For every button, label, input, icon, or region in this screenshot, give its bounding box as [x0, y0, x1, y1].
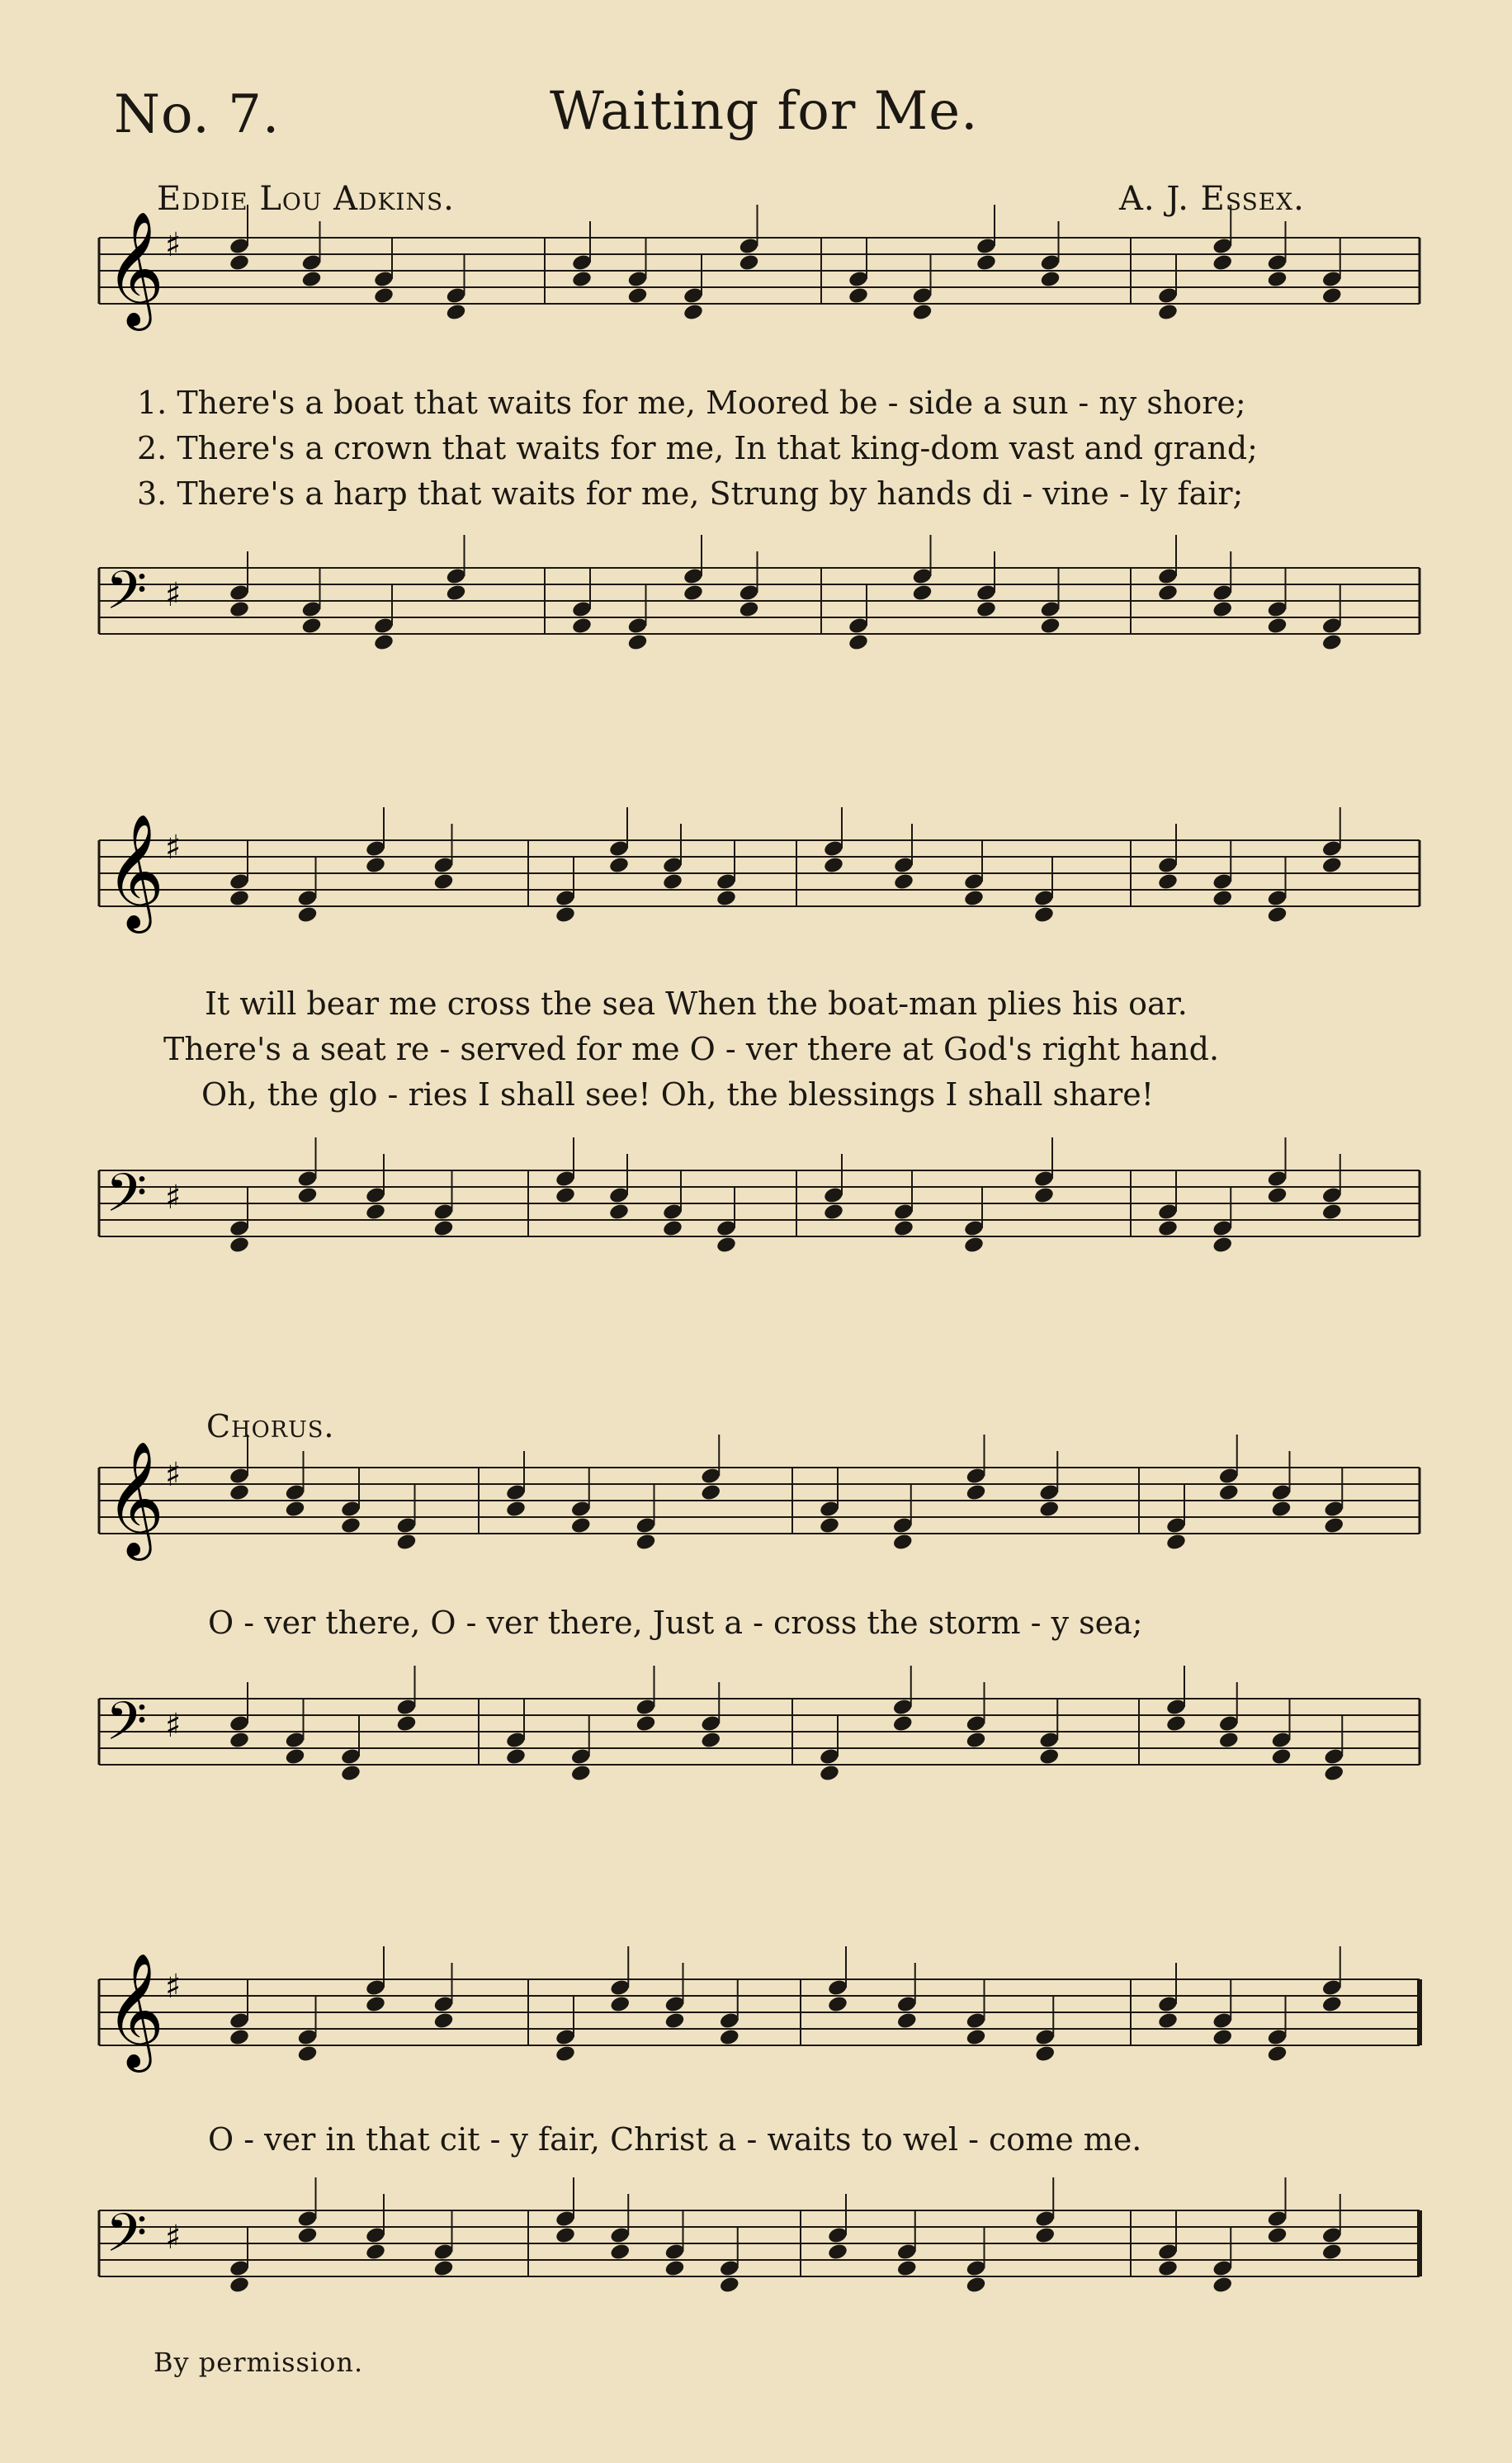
notehead [373, 286, 395, 305]
notehead [445, 303, 466, 322]
notehead [1039, 617, 1061, 636]
notehead [1266, 270, 1288, 289]
notehead [1323, 1764, 1344, 1783]
notehead [296, 2045, 318, 2064]
notehead [1039, 270, 1061, 289]
bass-clef-icon: 𝄢 [106, 560, 148, 635]
notehead [432, 2259, 454, 2278]
notehead [229, 1236, 250, 1255]
notehead [1218, 1483, 1240, 1502]
notehead [229, 1483, 250, 1502]
notehead [1033, 905, 1055, 924]
notehead [1266, 2045, 1288, 2064]
notehead [738, 253, 759, 272]
notehead [365, 2243, 386, 2262]
notehead [893, 872, 914, 891]
notehead [1212, 1236, 1233, 1255]
system-3-treble-staff [0, 1441, 1512, 1560]
notehead [609, 1995, 631, 2014]
system-1-verse-3: 3. There's a harp that waits for me, Strung by hands di - vine - ly fair; [137, 475, 1244, 512]
notehead [1034, 2226, 1056, 2245]
notehead [1321, 856, 1343, 875]
notehead [296, 905, 318, 924]
notehead [432, 872, 454, 891]
hymn-title: Waiting for Me. [550, 81, 979, 142]
notehead [911, 584, 933, 603]
notehead [505, 1500, 527, 1519]
notehead [1323, 1516, 1344, 1535]
sharp-icon: ♯ [165, 1179, 182, 1217]
notehead [823, 856, 844, 875]
notehead [1033, 1186, 1055, 1205]
notehead [896, 2259, 918, 2278]
notehead [229, 253, 250, 272]
notehead [1321, 286, 1343, 305]
permission-footer: By permission. [154, 2347, 364, 2378]
notehead [893, 1219, 914, 1238]
notehead [965, 2028, 986, 2047]
notehead [555, 2045, 576, 2064]
notehead [284, 1747, 305, 1766]
notehead [445, 584, 466, 603]
sharp-icon: ♯ [165, 1968, 182, 2006]
notehead [965, 2276, 986, 2295]
notehead [976, 253, 997, 272]
system-2-verse-2: There's a seat re - served for me O - ver there at God's right hand. [163, 1031, 1220, 1067]
system-1-verse-1: 1. There's a boat that waits for me, Moored be - side a sun - ny shore; [137, 385, 1246, 421]
notehead [571, 270, 593, 289]
notehead [365, 856, 386, 875]
notehead [1321, 633, 1343, 652]
notehead [296, 1186, 318, 1205]
notehead [976, 600, 997, 619]
notehead [892, 1714, 914, 1733]
system-1-treble-staff [0, 211, 1512, 330]
system-2-verse-1: It will bear me cross the sea When the boat-man plies his oar. [205, 986, 1188, 1022]
notehead [340, 1516, 361, 1535]
notehead [819, 1764, 840, 1783]
system-1-verse-2: 2. There's a crown that waits for me, In that king-dom vast and grand; [137, 430, 1258, 466]
treble-clef-icon: 𝄞 [106, 814, 164, 929]
treble-clef-icon: 𝄞 [106, 1441, 164, 1556]
notehead [1212, 2028, 1233, 2047]
sharp-icon: ♯ [165, 226, 182, 264]
system-2-treble-staff [0, 814, 1512, 949]
notehead [505, 1747, 527, 1766]
notehead [700, 1483, 721, 1502]
bass-clef-icon: 𝄢 [106, 1163, 148, 1237]
notehead [716, 1236, 737, 1255]
system-4-treble-staff [0, 1953, 1512, 2088]
notehead [738, 600, 759, 619]
notehead [1270, 1500, 1292, 1519]
notehead [1266, 905, 1288, 924]
notehead [395, 1533, 417, 1552]
notehead [963, 889, 985, 908]
notehead [719, 2276, 740, 2295]
treble-clef-icon: 𝄞 [106, 1953, 164, 2068]
notehead [609, 2243, 631, 2262]
notehead [571, 617, 593, 636]
notehead [1266, 1186, 1288, 1205]
notehead [1157, 872, 1179, 891]
notehead [555, 1186, 576, 1205]
notehead [608, 856, 630, 875]
notehead [626, 633, 648, 652]
notehead [1321, 1203, 1343, 1222]
notehead [570, 1764, 592, 1783]
notehead [229, 2028, 250, 2047]
notehead [340, 1764, 361, 1783]
notehead [896, 2012, 918, 2030]
notehead [365, 1995, 386, 2014]
bass-clef-icon: 𝄢 [106, 1691, 148, 1766]
notehead [300, 617, 322, 636]
notehead [1270, 1747, 1292, 1766]
sharp-icon: ♯ [165, 576, 182, 614]
notehead [965, 1731, 986, 1750]
notehead [819, 1516, 840, 1535]
chorus-label: Chorus. [206, 1408, 335, 1444]
notehead [848, 633, 869, 652]
notehead [395, 1714, 417, 1733]
notehead [911, 303, 933, 322]
notehead [662, 1219, 683, 1238]
notehead [1266, 617, 1288, 636]
hymn-number: No. 7. [114, 84, 281, 145]
lyricist-credit: Eddie Lou Adkins. [157, 180, 455, 218]
system-3-bass-staff [0, 1676, 1512, 1816]
notehead [1165, 1533, 1187, 1552]
notehead [635, 1714, 656, 1733]
system-2-bass-staff [0, 1147, 1512, 1296]
notehead [963, 1236, 985, 1255]
system-2-verse-3: Oh, the glo - ries I shall see! Oh, the blessings I shall share! [201, 1076, 1155, 1113]
notehead [635, 1533, 656, 1552]
notehead [373, 633, 395, 652]
notehead [570, 1516, 592, 1535]
composer-credit: A. J. Essex. [1119, 180, 1305, 218]
notehead [1157, 1219, 1179, 1238]
notehead [662, 872, 683, 891]
notehead [1157, 2259, 1179, 2278]
notehead [683, 303, 704, 322]
notehead [965, 1483, 986, 1502]
notehead [683, 584, 704, 603]
notehead [1212, 253, 1233, 272]
notehead [1157, 2012, 1179, 2030]
notehead [555, 2226, 576, 2245]
notehead [1266, 2226, 1288, 2245]
notehead [229, 2276, 250, 2295]
notehead [608, 1203, 630, 1222]
notehead [432, 1219, 454, 1238]
notehead [1038, 1747, 1060, 1766]
notehead [823, 1203, 844, 1222]
system-4-bass-staff [0, 2187, 1512, 2344]
notehead [1218, 1731, 1240, 1750]
system-1-bass-staff [0, 545, 1512, 677]
notehead [229, 600, 250, 619]
notehead [892, 1533, 914, 1552]
sharp-icon: ♯ [165, 1707, 182, 1745]
notehead [296, 2226, 318, 2245]
notehead [284, 1500, 305, 1519]
notehead [827, 1995, 848, 2014]
notehead [229, 1731, 250, 1750]
notehead [1212, 600, 1233, 619]
sharp-icon: ♯ [165, 1456, 182, 1494]
notehead [1321, 1995, 1343, 2014]
sharp-icon: ♯ [165, 2219, 182, 2257]
sharp-icon: ♯ [165, 829, 182, 867]
notehead [1212, 2276, 1233, 2295]
treble-clef-icon: 𝄞 [106, 211, 164, 326]
notehead [719, 2028, 740, 2047]
notehead [716, 889, 737, 908]
notehead [1038, 1500, 1060, 1519]
notehead [432, 2012, 454, 2030]
notehead [827, 2243, 848, 2262]
notehead [1034, 2045, 1056, 2064]
notehead [626, 286, 648, 305]
notehead [555, 905, 576, 924]
notehead [365, 1203, 386, 1222]
bass-clef-icon: 𝄢 [106, 2203, 148, 2277]
notehead [1157, 584, 1179, 603]
notehead [848, 286, 869, 305]
notehead [1165, 1714, 1187, 1733]
notehead [1212, 889, 1233, 908]
system-3-chorus-line: O - ver there, O - ver there, Just a - cross the storm - y sea; [208, 1605, 1143, 1641]
notehead [300, 270, 322, 289]
notehead [1157, 303, 1179, 322]
system-4-chorus-line: O - ver in that cit - y fair, Christ a - waits to wel - come me. [208, 2121, 1142, 2158]
notehead [664, 2012, 685, 2030]
notehead [700, 1731, 721, 1750]
notehead [1321, 2243, 1343, 2262]
notehead [664, 2259, 685, 2278]
notehead [229, 889, 250, 908]
